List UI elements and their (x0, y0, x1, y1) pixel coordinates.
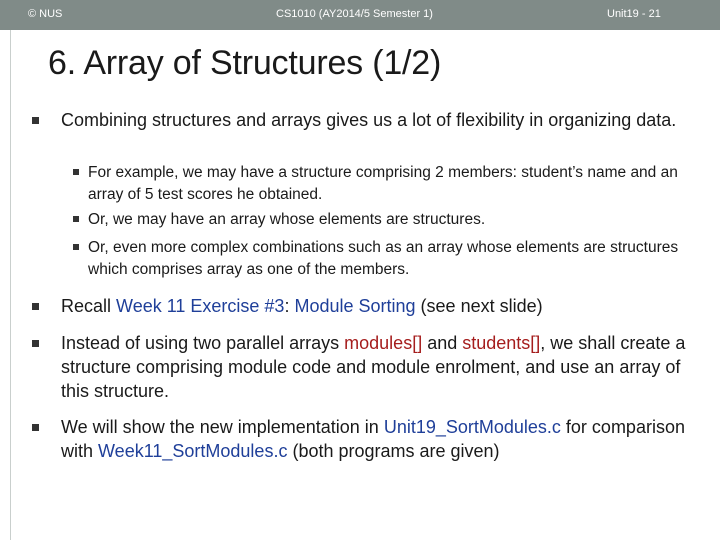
copyright-label: © NUS (28, 8, 63, 20)
subbullet-complex (88, 237, 688, 281)
subbullet-example (88, 162, 688, 206)
text-segment: Instead of using two parallel arrays (61, 333, 345, 353)
bullet-text: Combining structures and arrays gives us a lot of flexibility in organizing data. (61, 110, 677, 130)
text-segment: (see next slide) (415, 296, 543, 316)
text-segment: We will show the new implementation in (61, 417, 384, 437)
course-label: CS1010 (AY2014/5 Semester 1) (276, 8, 433, 20)
bullet-marker (32, 424, 39, 431)
text-segment: and (422, 333, 463, 353)
subbullet-array-of-structures (88, 209, 688, 231)
subbullet-text: For example, we may have a structure comprising 2 members: student’s name and an array of 5 test scores he obtained. (88, 164, 678, 203)
subbullet-text: Or, even more complex combinations such as an array whose elements are structures which comprises array as one of the members. (88, 239, 679, 278)
subbullet-marker (73, 244, 79, 250)
bullet-combining (61, 108, 691, 132)
text-segment: (both programs are given) (287, 441, 500, 461)
slide-title: 6. Array of Structures (1/2) (48, 44, 442, 82)
bullet-new-implementation (61, 415, 691, 463)
code-modules: modules[] (344, 333, 423, 353)
text-segment: , we shall create a structure comprising module code and module enrolment, and use an array of this structure. (61, 333, 686, 401)
bullet-parallel-arrays (61, 331, 691, 403)
subbullet-marker (73, 169, 79, 175)
subbullet-text: Or, we may have an array whose elements are structures. (88, 211, 486, 228)
text-segment: : (284, 296, 295, 316)
subbullet-marker (73, 216, 79, 222)
bullet-marker (32, 303, 39, 310)
file-week11-sortmodules[interactable]: Week11_SortModules.c (98, 441, 288, 461)
bullet-marker (32, 117, 39, 124)
link-week11-exercise[interactable]: Week 11 Exercise #3 (116, 296, 285, 316)
text-segment: for comparison with (61, 417, 685, 461)
link-module-sorting[interactable]: Module Sorting (294, 296, 416, 316)
slide-number: Unit19 - 21 (607, 8, 661, 20)
file-unit19-sortmodules[interactable]: Unit19_SortModules.c (383, 417, 561, 437)
bullet-marker (32, 340, 39, 347)
bullet-recall (61, 294, 691, 318)
code-students: students[] (462, 333, 541, 353)
text-segment: Recall (61, 296, 117, 316)
